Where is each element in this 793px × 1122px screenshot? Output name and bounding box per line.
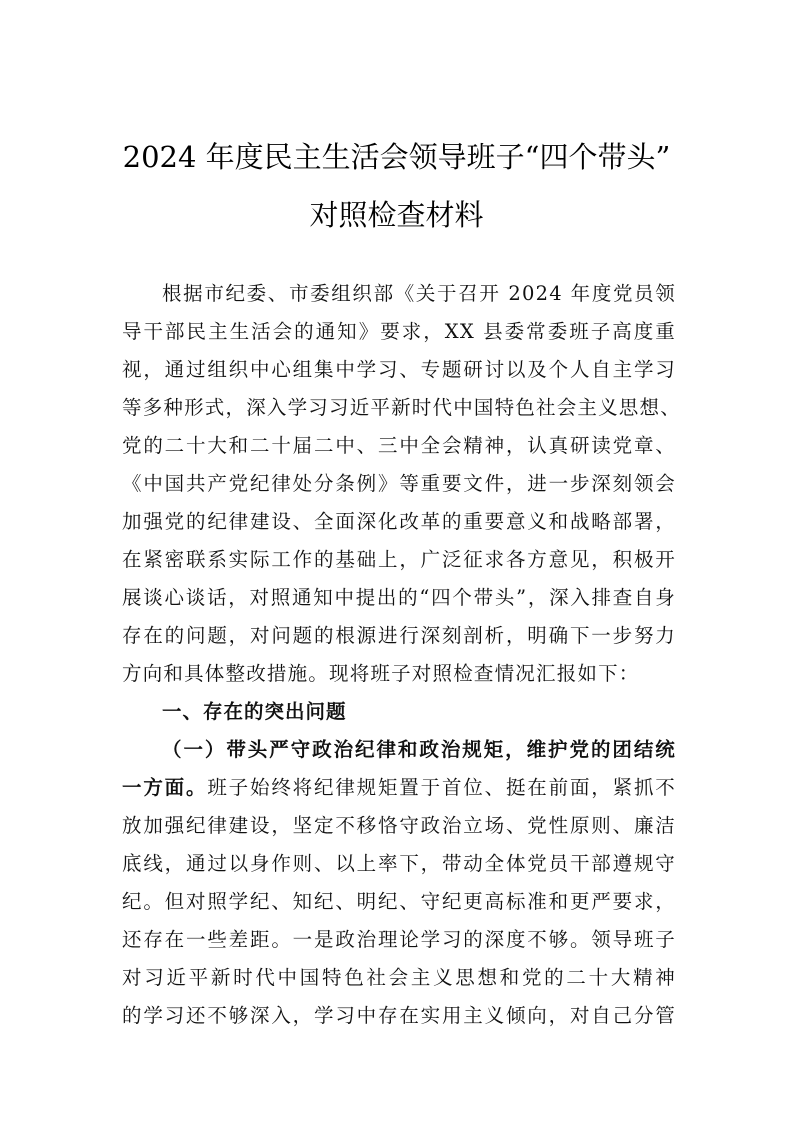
intro-paragraph-line: 存在的问题，对问题的根源进行深刻剖析，明确下一步努力 xyxy=(122,624,676,647)
intro-paragraph-line: 方向和具体整改措施。现将班子对照检查情况汇报如下： xyxy=(122,662,640,685)
body-paragraph-line: 还存在一些差距。一是政治理论学习的深度不够。领导班子 xyxy=(122,928,676,951)
document-title-line-2: 对照检查材料 xyxy=(309,198,484,232)
subsection-heading-line: （一）带头严守政治纪律和政治规矩，维护党的团结统 xyxy=(162,738,676,761)
intro-paragraph-line: 《中国共产党纪律处分条例》等重要文件，进一步深刻领会 xyxy=(122,472,676,495)
intro-paragraph-line: 视，通过组织中心组集中学习、专题研讨以及个人自主学习 xyxy=(122,358,676,381)
intro-paragraph-line: 加强党的纪律建设、全面深化改革的重要意义和战略部署， xyxy=(122,510,676,533)
intro-paragraph-line: 展谈心谈话，对照通知中提出的“四个带头”，深入排查自身 xyxy=(122,586,676,609)
body-paragraph-line: 对习近平新时代中国特色社会主义思想和党的二十大精神 xyxy=(122,966,676,989)
body-text-run: 班子始终将纪律规矩置于首位、挺在前面，紧抓不 xyxy=(207,776,676,799)
intro-paragraph-line: 等多种形式，深入学习习近平新时代中国特色社会主义思想、 xyxy=(122,396,681,419)
body-paragraph-line: 的学习还不够深入，学习中存在实用主义倾向，对自己分管 xyxy=(122,1004,676,1027)
body-paragraph-line: 放加强纪律建设，坚定不移恪守政治立场、党性原则、廉洁 xyxy=(122,814,676,837)
body-paragraph-line xyxy=(122,774,676,802)
document-title-line-1: 2024 年度民主生活会领导班子“四个带头” xyxy=(122,140,671,174)
body-paragraph-line: 底线，通过以身作则、以上率下，带动全体党员干部遵规守 xyxy=(122,852,676,875)
body-paragraph-line: 纪。但对照学纪、知纪、明纪、守纪更高标准和更严要求， xyxy=(122,890,676,913)
section-heading: 一、存在的突出问题 xyxy=(162,700,347,723)
intro-paragraph-line: 在紧密联系实际工作的基础上，广泛征求各方意见，积极开 xyxy=(122,548,676,571)
intro-paragraph-line: 根据市纪委、市委组织部《关于召开 2024 年度党员领 xyxy=(162,282,676,305)
intro-paragraph-line: 导干部民主生活会的通知》要求，XX 县委常委班子高度重 xyxy=(122,320,676,343)
intro-paragraph-line: 党的二十大和二十届二中、三中全会精神，认真研读党章、 xyxy=(122,434,676,457)
subsection-heading-tail: 一方面。 xyxy=(122,776,208,799)
